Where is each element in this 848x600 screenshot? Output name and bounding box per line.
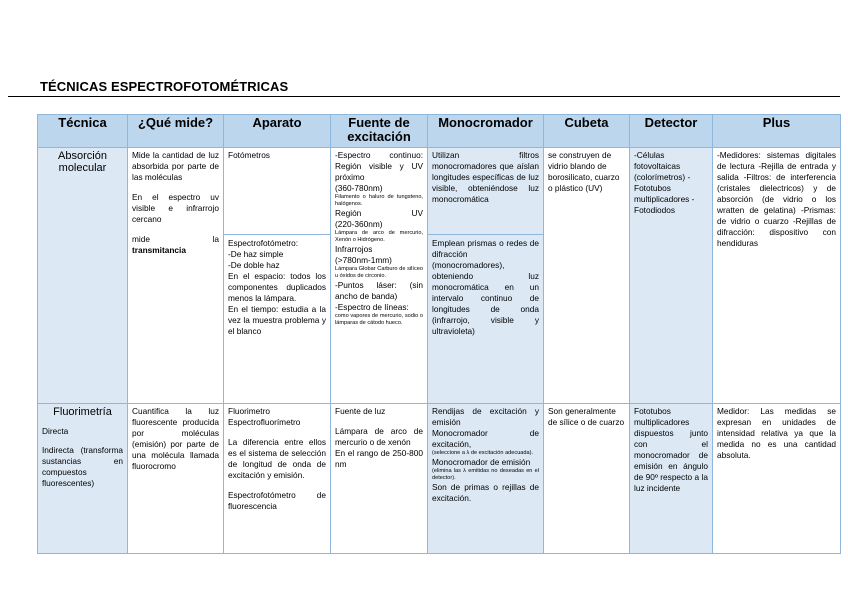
text-line: -Espectro de líneas:: [335, 302, 409, 312]
text-line: -De doble haz: [228, 260, 280, 270]
header-que-mide: ¿Qué mide?: [128, 115, 224, 148]
text-line: Lámpara de arco de mercurio o de xenón: [335, 426, 423, 447]
cell-detector: [630, 404, 713, 554]
text-line: Infrarrojos: [335, 244, 373, 254]
small-note: como vapores de mercurio, sodio o lámparas de cátodo hueco.: [335, 313, 423, 326]
text-line: Cuantifica la luz fluorescente producida por moléculas (emisión) por parte de una molécula llamada fluorocromo: [132, 406, 219, 471]
cell-aparato: [224, 404, 331, 554]
text-line: Fluorimetro: [228, 406, 270, 416]
text-line: Espectrofotómetro:: [228, 238, 299, 248]
text-line: Indirecta (transforma sustancias en compuestos fluorescentes): [42, 445, 123, 488]
cell-cubeta: [544, 148, 630, 404]
text-line: -Medidores: sistemas digitales de lectura -Rejilla de entrada y salida -Filtros: de interferencia (cristales dielectricos) y de absorción (de vidrio o los wratten de gelatina) -Prismas: de vidrio o cuarzo -Rejillas de difracción: dispositivo con hendiduras: [717, 150, 836, 248]
page-title: TÉCNICAS ESPECTROFOTOMÉTRICAS: [40, 79, 289, 94]
text-line: Mide la cantidad de luz absorbida por parte de las moléculas: [132, 150, 219, 182]
technique-name: Fluorimetría: [53, 406, 112, 418]
cell-fuente: [331, 404, 428, 554]
technique-name: Absorción molecular: [58, 150, 107, 174]
header-detector: Detector: [630, 115, 713, 148]
techniques-table: [37, 114, 841, 554]
header-tecnica: Técnica: [38, 115, 128, 148]
header-plus: Plus: [713, 115, 841, 148]
text-line: Utilizan filtros monocromadores que aíslan longitudes específicas de luz visible, obteniéndose luz monocromática: [432, 150, 539, 204]
text-line: -Espectro continuo: Región visible y UV próximo: [335, 150, 423, 182]
text-line: Son generalmente de sílice o de cuarzo: [548, 406, 625, 427]
cell-tecnica: [38, 148, 128, 404]
text-line: Fotómetros: [228, 150, 270, 160]
text-line: -Puntos láser: (sin ancho de banda): [335, 280, 423, 301]
text-line: -Células fotovoltaicas (colorímetros) -Fototubos multiplicadores - Fotodiodos: [634, 150, 695, 215]
text-line: En el espacio: todos los componentes duplicados menos la lámpara.: [228, 271, 326, 303]
text-line: Región UV: [335, 208, 423, 218]
header-monocromador: Monocromador: [428, 115, 544, 148]
cell-aparato: [224, 148, 331, 404]
text-line: Rendijas de excitación y emisión: [432, 406, 539, 427]
text-line: Espectrofluorímetro: [228, 417, 301, 427]
text-line: Fuente de luz: [335, 406, 386, 416]
cell-que-mide: [128, 404, 224, 554]
header-fuente: Fuente de excitación: [331, 115, 428, 148]
text-line: En el tiempo: estudia a la vez la muestra problema y el blanco: [228, 304, 326, 336]
text-line: (220-360nm): [335, 219, 383, 229]
text-line: En el espectro uv visible e infrarrojo cercano: [132, 192, 219, 224]
title-underline: [8, 96, 840, 97]
small-note: (seleccione a λ de excitación adecuada).: [432, 450, 534, 456]
emphasis-text: transmitancia: [132, 245, 186, 255]
small-note: Filamento o haluro de tungsteno, halógenos.: [335, 194, 423, 207]
small-note: (elimina las λ emitidas no deseadas en el detector).: [432, 468, 539, 481]
text-line: Fototubos multiplicadores dispuestos junto con el monocromador de emisión en ángulo de 90º respecto a la luz incidente: [634, 406, 708, 493]
header-aparato: Aparato: [224, 115, 331, 148]
cell-monocromador: [428, 404, 544, 554]
small-note: Lámpara de arco de mercurio, Xenón o Hidrógeno.: [335, 230, 423, 243]
header-row: [38, 115, 841, 148]
text-line: La diferencia entre ellos es el sistema de selección de longitud de onda de excitación y emisión.: [228, 437, 326, 480]
text-line: (360-780nm): [335, 183, 383, 193]
small-note: Lámpara Globar Carburo de silíceo u óxidos de circonio.: [335, 266, 423, 279]
cell-plus: [713, 148, 841, 404]
cell-monocromador: [428, 148, 544, 404]
text-line: se construyen de vidrio blando de borosilicato, cuarzo o plástico (UV): [548, 150, 620, 193]
table-row: [38, 404, 841, 554]
text-line: (>780nm-1mm): [335, 255, 392, 265]
text-line: mide la: [132, 234, 219, 244]
text-line: Emplean prismas o redes de difracción (monocromadores), obteniendo luz monocromática en un intervalo continuo de longitudes de onda (infrarrojo, visible y ultravioleta): [428, 234, 543, 337]
cell-fuente: [331, 148, 428, 404]
text-line: Monocromador de excitación,: [432, 428, 539, 449]
cell-cubeta: [544, 404, 630, 554]
cell-detector: [630, 148, 713, 404]
text-line: En el rango de 250-800 nm: [335, 448, 423, 469]
cell-tecnica: [38, 404, 128, 554]
table-row: [38, 148, 841, 404]
text-line: Son de primas o rejillas de excitación.: [432, 482, 539, 503]
header-cubeta: Cubeta: [544, 115, 630, 148]
text-line: Monocromador de emisión: [432, 457, 531, 467]
text-line: Directa: [42, 426, 69, 436]
text-line: -De haz simple: [228, 249, 284, 259]
cell-plus: [713, 404, 841, 554]
text-line: Espectrofotómetro de fluorescencia: [228, 490, 326, 511]
cell-que-mide: [128, 148, 224, 404]
text-line: Medidor: Las medidas se expresan en unidades de intensidad relativa ya que la medida no es una cantidad absoluta.: [717, 406, 836, 460]
